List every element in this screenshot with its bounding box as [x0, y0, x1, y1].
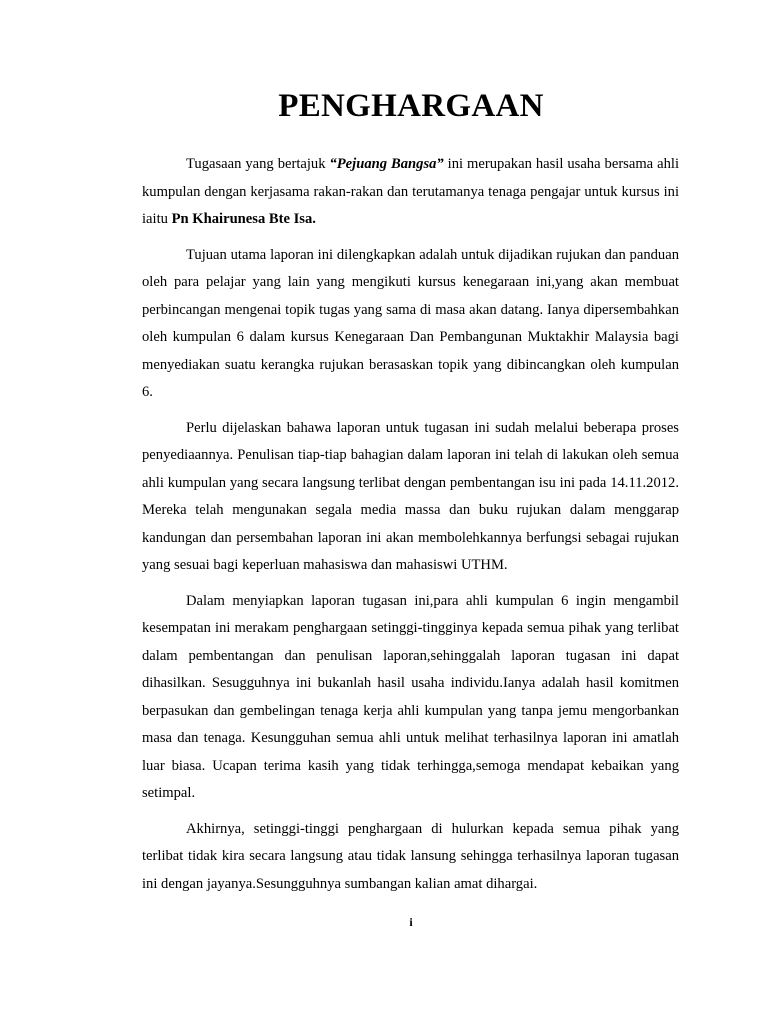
paragraph-3: Perlu dijelaskan bahawa laporan untuk tugasan ini sudah melalui beberapa proses penyediaannya. Penulisan tiap-tiap bahagian dalam laporan ini telah di lakukan oleh semua ahli kumpulan yang secara langsung terlibat dengan pembentangan isu ini pada 14.11.2012. Mereka telah mengunakan segala media massa dan buku rujukan dalam menggarap kandungan dan persembahan laporan ini akan membolehkannya berfungsi sebagai rujukan yang sesuai bagi keperluan mahasiswa dan mahasiswi UTHM. [142, 419, 679, 573]
paragraph-4: Dalam menyiapkan laporan tugasan ini,para ahli kumpulan 6 ingin mengambil kesempatan ini merakam penghargaan setinggi-tingginya kepada semua pihak yang terlibat dalam pembentangan dan penulisan laporan,sehinggalah laporan tugasan ini dapat dihasilkan. Sesugguhnya ini bukanlah hasil usaha individu.Ianya adalah hasil komitmen berpasukan dan gembelingan tenaga kerja ahli kumpulan yang tanpa jemu mengorbankan masa dan tenaga. Kesungguhan semua ahli untuk melihat terhasilnya laporan ini amatlah luar biasa. Ucapan terima kasih yang tidak terhingga,semoga mendapat kebaikan yang setimpal. [142, 592, 679, 801]
lecturer-name: Pn Khairunesa Bte Isa. [171, 211, 316, 227]
assignment-title: “Pejuang Bangsa” [329, 156, 444, 172]
paragraph-1 [142, 151, 679, 234]
paragraph-1-text-b: ini merupakan hasil usaha bersama ahli kumpulan dengan kerjasama rakan-rakan dan terutamanya tenaga pengajar untuk kursus ini iaitu [142, 156, 680, 227]
paragraph-1-text-a: Tugasaan yang bertajuk [186, 156, 330, 172]
document-body [142, 151, 679, 906]
paragraph-5: Akhirnya, setinggi-tinggi penghargaan di hulurkan kepada semua pihak yang terlibat tidak kira secara langsung atau tidak lansung sehingga terhasilnya laporan tugasan ini dengan jayanya.Sesungguhnya sumbangan kalian amat dihargai. [142, 820, 679, 892]
page-number: i [409, 915, 413, 929]
page-title: PENGHARGAAN [278, 88, 544, 124]
paragraph-2: Tujuan utama laporan ini dilengkapkan adalah untuk dijadikan rujukan dan panduan oleh para pelajar yang lain yang mengikuti kursus kenegaraan ini,yang akan membuat perbincangan mengenai topik tugas yang sama di masa akan datang. Ianya dipersembahkan oleh kumpulan 6 dalam kursus Kenegaraan Dan Pembangunan Muktakhir Malaysia bagi menyediakan suatu kerangka rujukan berasaskan topik yang dibincangkan oleh kumpulan 6. [142, 246, 679, 400]
